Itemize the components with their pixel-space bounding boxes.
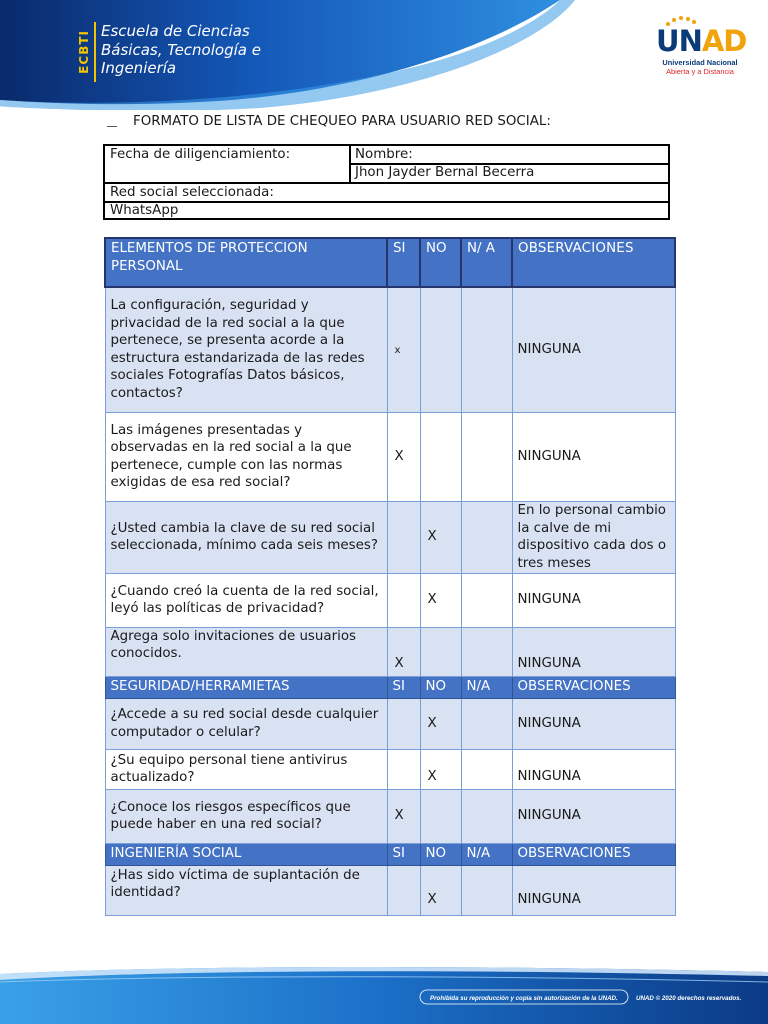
- footer-rights-notice: UNAD © 2020 derechos reservados.: [636, 995, 742, 1002]
- obs-cell: NINGUNA: [512, 573, 675, 627]
- na-cell: [461, 749, 512, 789]
- school-name-line1: Escuela de Ciencias: [101, 22, 250, 40]
- question-cell: Agrega solo invitaciones de usuarios conocidos.: [105, 627, 387, 676]
- no-cell: X: [420, 573, 461, 627]
- network-label: Red social seleccionada:: [110, 185, 274, 200]
- si-cell: x: [387, 287, 420, 412]
- si-cell: X: [387, 789, 420, 843]
- table-row: [105, 749, 675, 789]
- checklist-table: [104, 237, 676, 916]
- obs-cell: NINGUNA: [512, 627, 675, 676]
- table-row: [105, 287, 675, 412]
- info-divider-name: [349, 163, 668, 165]
- si-cell: X: [387, 627, 420, 676]
- col-na-header: N/ A: [461, 238, 512, 287]
- table-row: [105, 789, 675, 843]
- date-label: Fecha de diligenciamiento:: [110, 147, 291, 162]
- footer-wave-graphic: [0, 960, 768, 1024]
- network-value: WhatsApp: [110, 203, 179, 218]
- question-cell: ¿Conoce los riesgos específicos que puede haber en una red social?: [105, 789, 387, 843]
- unad-logo: [656, 16, 747, 80]
- info-divider-network: [105, 201, 668, 203]
- table-row: [105, 865, 675, 915]
- ecbti-vertical-tag: [74, 22, 96, 82]
- info-divider-middle: [105, 182, 668, 184]
- section-header-seguridad: [105, 676, 675, 698]
- table-row: [105, 573, 675, 627]
- document-title: FORMATO DE LISTA DE CHEQUEO PARA USUARIO RED SOCIAL:: [133, 114, 551, 129]
- no-cell: [420, 789, 461, 843]
- na-cell: [461, 573, 512, 627]
- name-value: Jhon Jayder Bernal Becerra: [355, 165, 535, 180]
- date-value: [105, 164, 349, 182]
- table-row: [105, 698, 675, 749]
- na-cell: [461, 789, 512, 843]
- question-cell: La configuración, seguridad y privacidad de la red social a la que pertenece, se presenta acorde a la estructura estandarizada de las redes sociales Fotografías Datos básicos, contactos?: [105, 287, 387, 412]
- na-cell: [461, 698, 512, 749]
- section-title: ELEMENTOS DE PROTECCION PERSONAL: [105, 238, 387, 287]
- no-cell: [420, 627, 461, 676]
- obs-cell: NINGUNA: [512, 287, 675, 412]
- col-si-header: SI: [387, 238, 420, 287]
- unad-logo-subtitle1: Universidad Nacional: [662, 58, 738, 67]
- question-cell: ¿Su equipo personal tiene antivirus actualizado?: [105, 749, 387, 789]
- obs-cell: NINGUNA: [512, 412, 675, 501]
- si-cell: [387, 749, 420, 789]
- school-name: [101, 22, 301, 78]
- col-no-header: NO: [420, 676, 461, 698]
- no-cell: X: [420, 501, 461, 573]
- col-na-header: N/A: [461, 843, 512, 865]
- title-dash: [107, 126, 117, 127]
- si-cell: [387, 865, 420, 915]
- si-cell: [387, 573, 420, 627]
- col-no-header: NO: [420, 238, 461, 287]
- school-name-line2: Básicas, Tecnología e: [101, 40, 261, 59]
- obs-cell: NINGUNA: [512, 865, 675, 915]
- school-name-line3: Ingeniería: [101, 59, 177, 77]
- na-cell: [461, 627, 512, 676]
- obs-cell: NINGUNA: [512, 698, 675, 749]
- col-no-header: NO: [420, 843, 461, 865]
- obs-cell: NINGUNA: [512, 789, 675, 843]
- section-header-ingenieria: [105, 843, 675, 865]
- question-cell: ¿Usted cambia la clave de su red social seleccionada, mínimo cada seis meses?: [105, 501, 387, 573]
- info-box: [103, 144, 670, 220]
- no-cell: X: [420, 865, 461, 915]
- na-cell: [461, 865, 512, 915]
- table-row: [105, 627, 675, 676]
- footer-copyright-notice: Prohibida su reproducción y copia sin autorización de la UNAD.: [430, 995, 618, 1002]
- no-cell: X: [420, 749, 461, 789]
- na-cell: [461, 501, 512, 573]
- no-cell: [420, 287, 461, 412]
- unad-logo-wordmark: UNAD: [656, 24, 747, 58]
- no-cell: X: [420, 698, 461, 749]
- na-cell: [461, 412, 512, 501]
- unad-logo-subtitle2: Abierta y a Distancia: [666, 67, 734, 76]
- question-cell: Las imágenes presentadas y observadas en la red social a la que pertenece, cumple con las normas exigidas de esa red social?: [105, 412, 387, 501]
- obs-cell: En lo personal cambio la calve de mi dispositivo cada dos o tres meses: [512, 501, 675, 573]
- ecbti-tag-text: ECBTI: [77, 30, 91, 74]
- info-divider-vertical: [349, 146, 351, 183]
- section-header-proteccion: [105, 238, 675, 287]
- question-cell: ¿Cuando creó la cuenta de la red social, leyó las políticas de privacidad?: [105, 573, 387, 627]
- col-obs-header: OBSERVACIONES: [512, 238, 675, 287]
- col-na-header: N/A: [461, 676, 512, 698]
- si-cell: [387, 501, 420, 573]
- section-title: SEGURIDAD/HERRAMIETAS: [105, 676, 387, 698]
- si-cell: [387, 698, 420, 749]
- col-obs-header: OBSERVACIONES: [512, 676, 675, 698]
- no-cell: [420, 412, 461, 501]
- table-row: [105, 501, 675, 573]
- col-si-header: SI: [387, 843, 420, 865]
- section-title: INGENIERÍA SOCIAL: [105, 843, 387, 865]
- page-header: [0, 0, 768, 110]
- name-label: Nombre:: [355, 147, 413, 162]
- col-si-header: SI: [387, 676, 420, 698]
- table-row: [105, 412, 675, 501]
- page-footer: [0, 960, 768, 1024]
- obs-cell: NINGUNA: [512, 749, 675, 789]
- col-obs-header: OBSERVACIONES: [512, 843, 675, 865]
- na-cell: [461, 287, 512, 412]
- question-cell: ¿Accede a su red social desde cualquier computador o celular?: [105, 698, 387, 749]
- si-cell: X: [387, 412, 420, 501]
- question-cell: ¿Has sido víctima de suplantación de identidad?: [105, 865, 387, 915]
